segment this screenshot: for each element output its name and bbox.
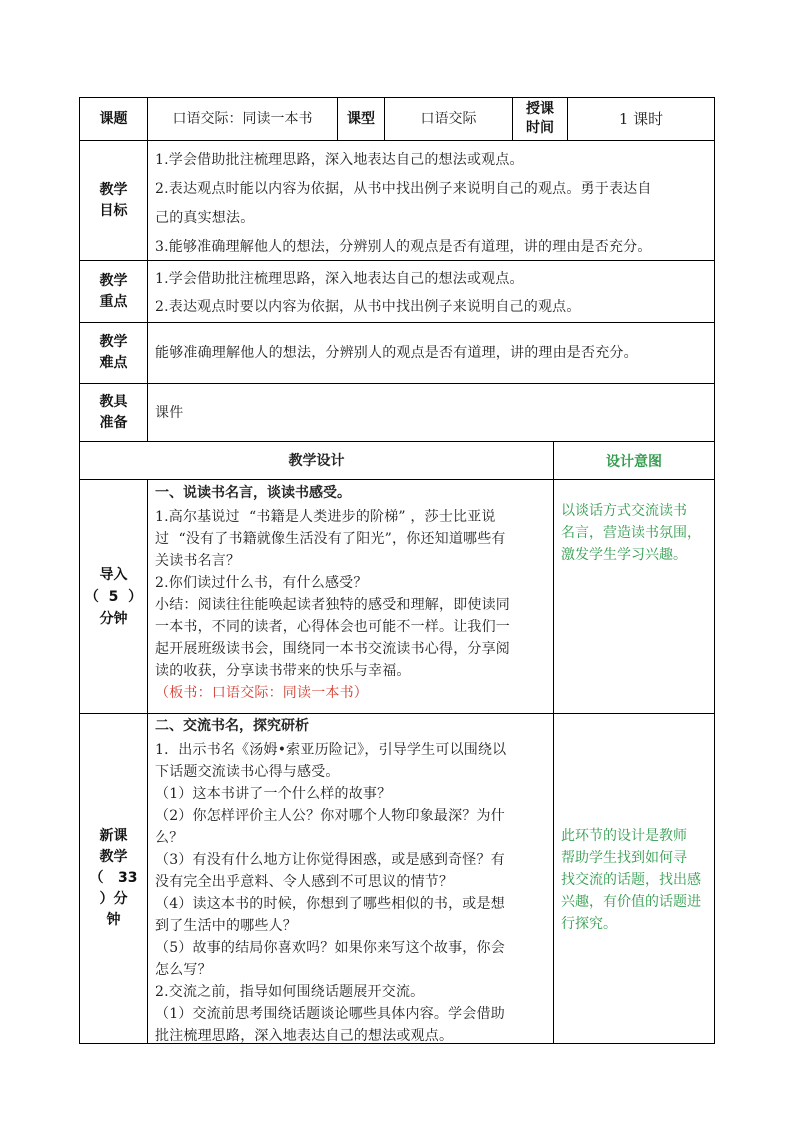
intro-line: 1.高尔基说过 “书籍是人类进步的阶梯” ，莎士比亚说 <box>155 509 496 525</box>
table-rule <box>79 479 715 480</box>
new-lesson-line: （5）故事的结局你喜欢吗？如果你来写这个故事，你会 <box>155 940 505 956</box>
new-lesson-line: 批注梳理思路，深入地表达自己的想法或观点。 <box>155 1028 454 1044</box>
type-label-text: 课型 <box>347 110 375 127</box>
difficulties-content <box>155 323 711 383</box>
time-label-line: 时间 <box>526 120 554 136</box>
intro-line: 关读书名言？ <box>155 553 241 569</box>
time-label-line: 授课 <box>526 101 554 117</box>
intro-label-line: 导入 <box>99 566 128 583</box>
table-rule <box>147 479 148 1044</box>
key-points-line: 1.学会借助批注梳理思路，深入地表达自己的想法或观点。 <box>155 271 524 287</box>
new-lesson-line: （4）读这本书的时候，你想到了哪些相似的书，或是想 <box>155 896 505 912</box>
key-points-content <box>155 265 711 321</box>
design-header-text: 教学设计 <box>288 452 345 469</box>
intro-intent-line: 名言，营造读书氛围， <box>561 525 701 541</box>
goals-label-line: 教学 <box>99 181 128 198</box>
intro-label-line: （ 5 ） <box>84 588 143 605</box>
table-rule <box>79 140 715 141</box>
new-lesson-intent-line: 兴趣，有价值的话题进 <box>561 894 701 910</box>
new-lesson-line: （1）这本书讲了一个什么样的故事？ <box>155 786 392 802</box>
topic-label <box>80 98 147 140</box>
new-lesson-line: 到了生活中的哪些人？ <box>155 918 297 934</box>
key-points-line: 2.表达观点时要以内容为依据，从书中找出例子来说明自己的观点。 <box>155 299 581 315</box>
time-value <box>568 98 714 140</box>
type-value <box>385 98 512 140</box>
new-lesson-line: 没有完全出乎意料、令人感到不可思议的情节？ <box>155 874 454 890</box>
intro-line: 起开展班级读书会，围绕同一本书交流读书心得，分享阅 <box>155 641 510 657</box>
time-value-text: 1 课时 <box>618 110 664 128</box>
new-lesson-line: 1．出示书名《汤姆•索亚历险记》，引导学生可以围绕以 <box>155 742 507 758</box>
new-lesson-label-line: 新课 <box>99 828 128 844</box>
topic-value-text: 口语交际：同读一本书 <box>172 111 313 127</box>
new-lesson-content <box>155 715 550 1047</box>
materials-content <box>155 384 711 441</box>
new-lesson-intent-line: 此环节的设计是教师 <box>561 828 687 844</box>
new-lesson-intent-line: 帮助学生找到如何寻 <box>561 850 687 866</box>
new-lesson-intent-line: 找交流的话题，找出感 <box>561 872 701 888</box>
new-lesson-label-line: （ 33 <box>89 870 138 886</box>
key-points-label-line: 重点 <box>99 293 128 310</box>
intro-line: 一本书，不同的读者，心得体会也可能不一样。让我们一 <box>155 619 510 635</box>
new-lesson-intent <box>561 825 711 935</box>
table-rule <box>553 441 554 1044</box>
new-lesson-line: （1）交流前思考围绕话题谈论哪些具体内容。学会借助 <box>155 1006 505 1022</box>
difficulties-label-line: 教学 <box>99 334 128 350</box>
new-lesson-label-line: ）分 <box>99 891 128 907</box>
intent-header-text: 设计意图 <box>606 453 662 470</box>
difficulties-label-line: 难点 <box>99 355 128 371</box>
table-rule <box>147 97 148 441</box>
goals-line: 2.表达观点时能以内容为依据，从书中找出例子来说明自己的观点。勇于表达自 <box>155 181 652 197</box>
intro-intent <box>561 500 711 566</box>
goals-content <box>155 146 711 262</box>
new-lesson-intent-line: 行探究。 <box>561 916 617 932</box>
key-points-label-line: 教学 <box>99 272 128 289</box>
new-lesson-line: （2）你怎样评价主人公？你对哪个人物印象最深？为什 <box>155 808 505 824</box>
intro-content <box>155 482 550 704</box>
new-lesson-title: 二、交流书名，探究研析 <box>155 718 309 734</box>
intro-label-line: 分钟 <box>99 610 128 627</box>
topic-label-text: 课题 <box>99 110 128 127</box>
materials-label-line: 准备 <box>99 414 128 431</box>
type-label <box>338 98 384 140</box>
intro-intent-line: 以谈话方式交流读书 <box>561 503 687 519</box>
intro-label <box>80 480 147 713</box>
key-points-label <box>80 261 147 322</box>
materials-label <box>80 384 147 441</box>
intent-header <box>554 442 714 479</box>
goals-line: 己的真实想法。 <box>155 210 255 226</box>
goals-line: 1.学会借助批注梳理思路，深入地表达自己的想法或观点。 <box>155 152 524 168</box>
materials-text: 课件 <box>155 404 184 421</box>
intro-line: 小结：阅读往往能唤起读者独特的感受和理解，即使读同 <box>155 597 510 613</box>
difficulties-text: 能够准确理解他人的想法，分辨别人的观点是否有道理，讲的理由是否充分。 <box>155 345 638 361</box>
table-border-right <box>714 97 715 1044</box>
new-lesson-label-line: 钟 <box>106 912 121 928</box>
goals-label <box>80 141 147 260</box>
new-lesson-line: 2.交流之前，指导如何围绕话题展开交流。 <box>155 984 425 1000</box>
new-lesson-label-line: 教学 <box>99 849 128 865</box>
intro-line: 过 “没有了书籍就像生活没有了阳光”，你还知道哪些有 <box>155 531 506 547</box>
new-lesson-label <box>80 714 147 1043</box>
intro-title: 一、说读书名言，谈读书感受。 <box>155 485 351 501</box>
goals-line: 3.能够准确理解他人的想法，分辨别人的观点是否有道理，讲的理由是否充分。 <box>155 239 652 255</box>
time-label <box>513 98 567 140</box>
new-lesson-line: （3）有没有什么地方让你觉得困惑，或是感到奇怪？有 <box>155 852 505 868</box>
type-value-text: 口语交际 <box>420 111 477 127</box>
new-lesson-line: 么？ <box>155 830 184 846</box>
goals-label-line: 目标 <box>99 202 128 219</box>
intro-line: 读的收获，分享读书带来的快乐与幸福。 <box>155 663 411 679</box>
topic-value <box>148 98 337 140</box>
new-lesson-line: 怎么写？ <box>155 962 212 978</box>
design-header <box>80 442 553 479</box>
intro-intent-line: 激发学生学习兴趣。 <box>561 547 687 563</box>
table-rule <box>79 713 715 714</box>
new-lesson-line: 下话题交流读书心得与感受。 <box>155 764 340 780</box>
board-note: （板书：口语交际：同读一本书） <box>155 685 368 701</box>
materials-label-line: 教具 <box>99 393 128 410</box>
difficulties-label <box>80 323 147 383</box>
intro-line: 2.你们读过什么书，有什么感受？ <box>155 575 368 591</box>
